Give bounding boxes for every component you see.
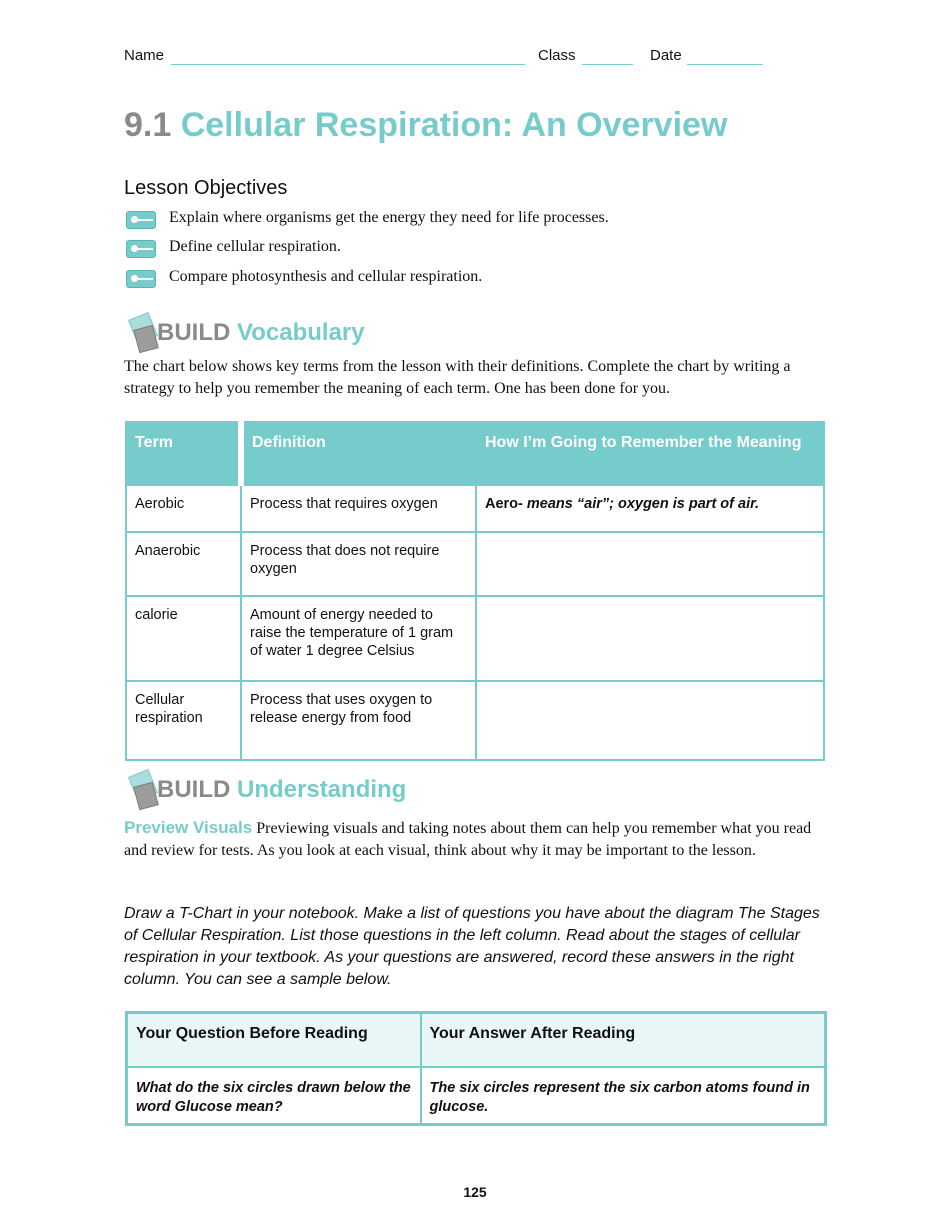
vocabulary-intro: The chart below shows key terms from the lesson with their definitions. Complete the chart by writing a strategy to help you remember the meaning of each term. One has been done for you. [124,358,791,397]
name-label: Name [124,47,165,64]
vocabulary-table [125,421,825,761]
understanding-label: Understanding [237,776,407,803]
table-row [127,1067,826,1125]
term-cell: calorie [126,596,241,681]
class-label: Class [538,47,576,64]
preview-visuals-label: Preview Visuals [124,818,253,837]
table-row [126,681,824,760]
remember-prefix: Aero- [485,496,523,512]
header-question: Your Question Before Reading [127,1013,421,1067]
objective-text: Explain where organisms get the energy they need for life processes. [169,209,609,226]
question-cell: What do the six circles drawn below the word Glucose mean? [127,1067,421,1125]
header-term: Term [126,422,241,485]
tchart-instructions: Draw a T-Chart in your notebook. Make a list of questions you have about the diagram The Stages of Cellular Respiration. List those questions in the left column. Read about the stages of cellular respiration in your textbook. As your questions are answered, record these answers in the right column. You can see a sample below. [124,905,820,988]
definition-cell: Process that requires oxygen [241,485,476,532]
term-cell: Cellular respiration [126,681,241,760]
term-cell: Aerobic [126,485,241,532]
header-definition: Definition [241,422,476,485]
table-header-row [126,422,824,485]
name-blank [171,64,525,65]
table-row [126,532,824,596]
vocabulary-cards-icon [126,313,156,353]
header-remember: How I’m Going to Remember the Meaning [476,422,824,485]
lesson-objectives-heading: Lesson Objectives [124,177,288,199]
preview-visuals-text: Previewing visuals and taking notes about them can help you remember what you read and review for tests. As you look at each visual, think about why it may be important to the lesson. [124,820,812,859]
remember-text: means “air”; oxygen is part of air. [522,496,759,512]
key-icon [126,270,156,288]
header-answer: Your Answer After Reading [421,1013,826,1067]
section-number: 9.1 [124,106,172,144]
key-icon [126,211,156,229]
vocabulary-cards-icon [126,770,156,810]
section-title: Cellular Respiration: An Overview [180,106,728,144]
objective-text: Define cellular respiration. [169,238,341,255]
page-number: 125 [463,1184,487,1200]
remember-cell[interactable] [476,485,824,532]
build-label: BUILD [157,776,231,803]
term-cell: Anaerobic [126,532,241,596]
remember-cell[interactable] [476,596,824,681]
objective-text: Compare photosynthesis and cellular respiration. [169,268,483,285]
page-title [124,106,727,145]
tchart-sample-table [125,1011,827,1126]
preview-visuals-paragraph [124,817,830,862]
date-label: Date [650,47,682,64]
table-row [126,596,824,681]
remember-cell[interactable] [476,681,824,760]
class-blank [582,64,633,65]
answer-cell: The six circles represent the six carbon atoms found in glucose. [421,1067,826,1125]
remember-cell[interactable] [476,532,824,596]
build-label: BUILD [157,319,231,346]
table-row [126,485,824,532]
key-icon [126,240,156,258]
table-header-row [127,1013,826,1067]
definition-cell: Process that does not require oxygen [241,532,476,596]
definition-cell: Process that uses oxygen to release energy from food [241,681,476,760]
definition-cell: Amount of energy needed to raise the temperature of 1 gram of water 1 degree Celsius [241,596,476,681]
date-blank [687,64,763,65]
vocabulary-label: Vocabulary [237,319,365,346]
